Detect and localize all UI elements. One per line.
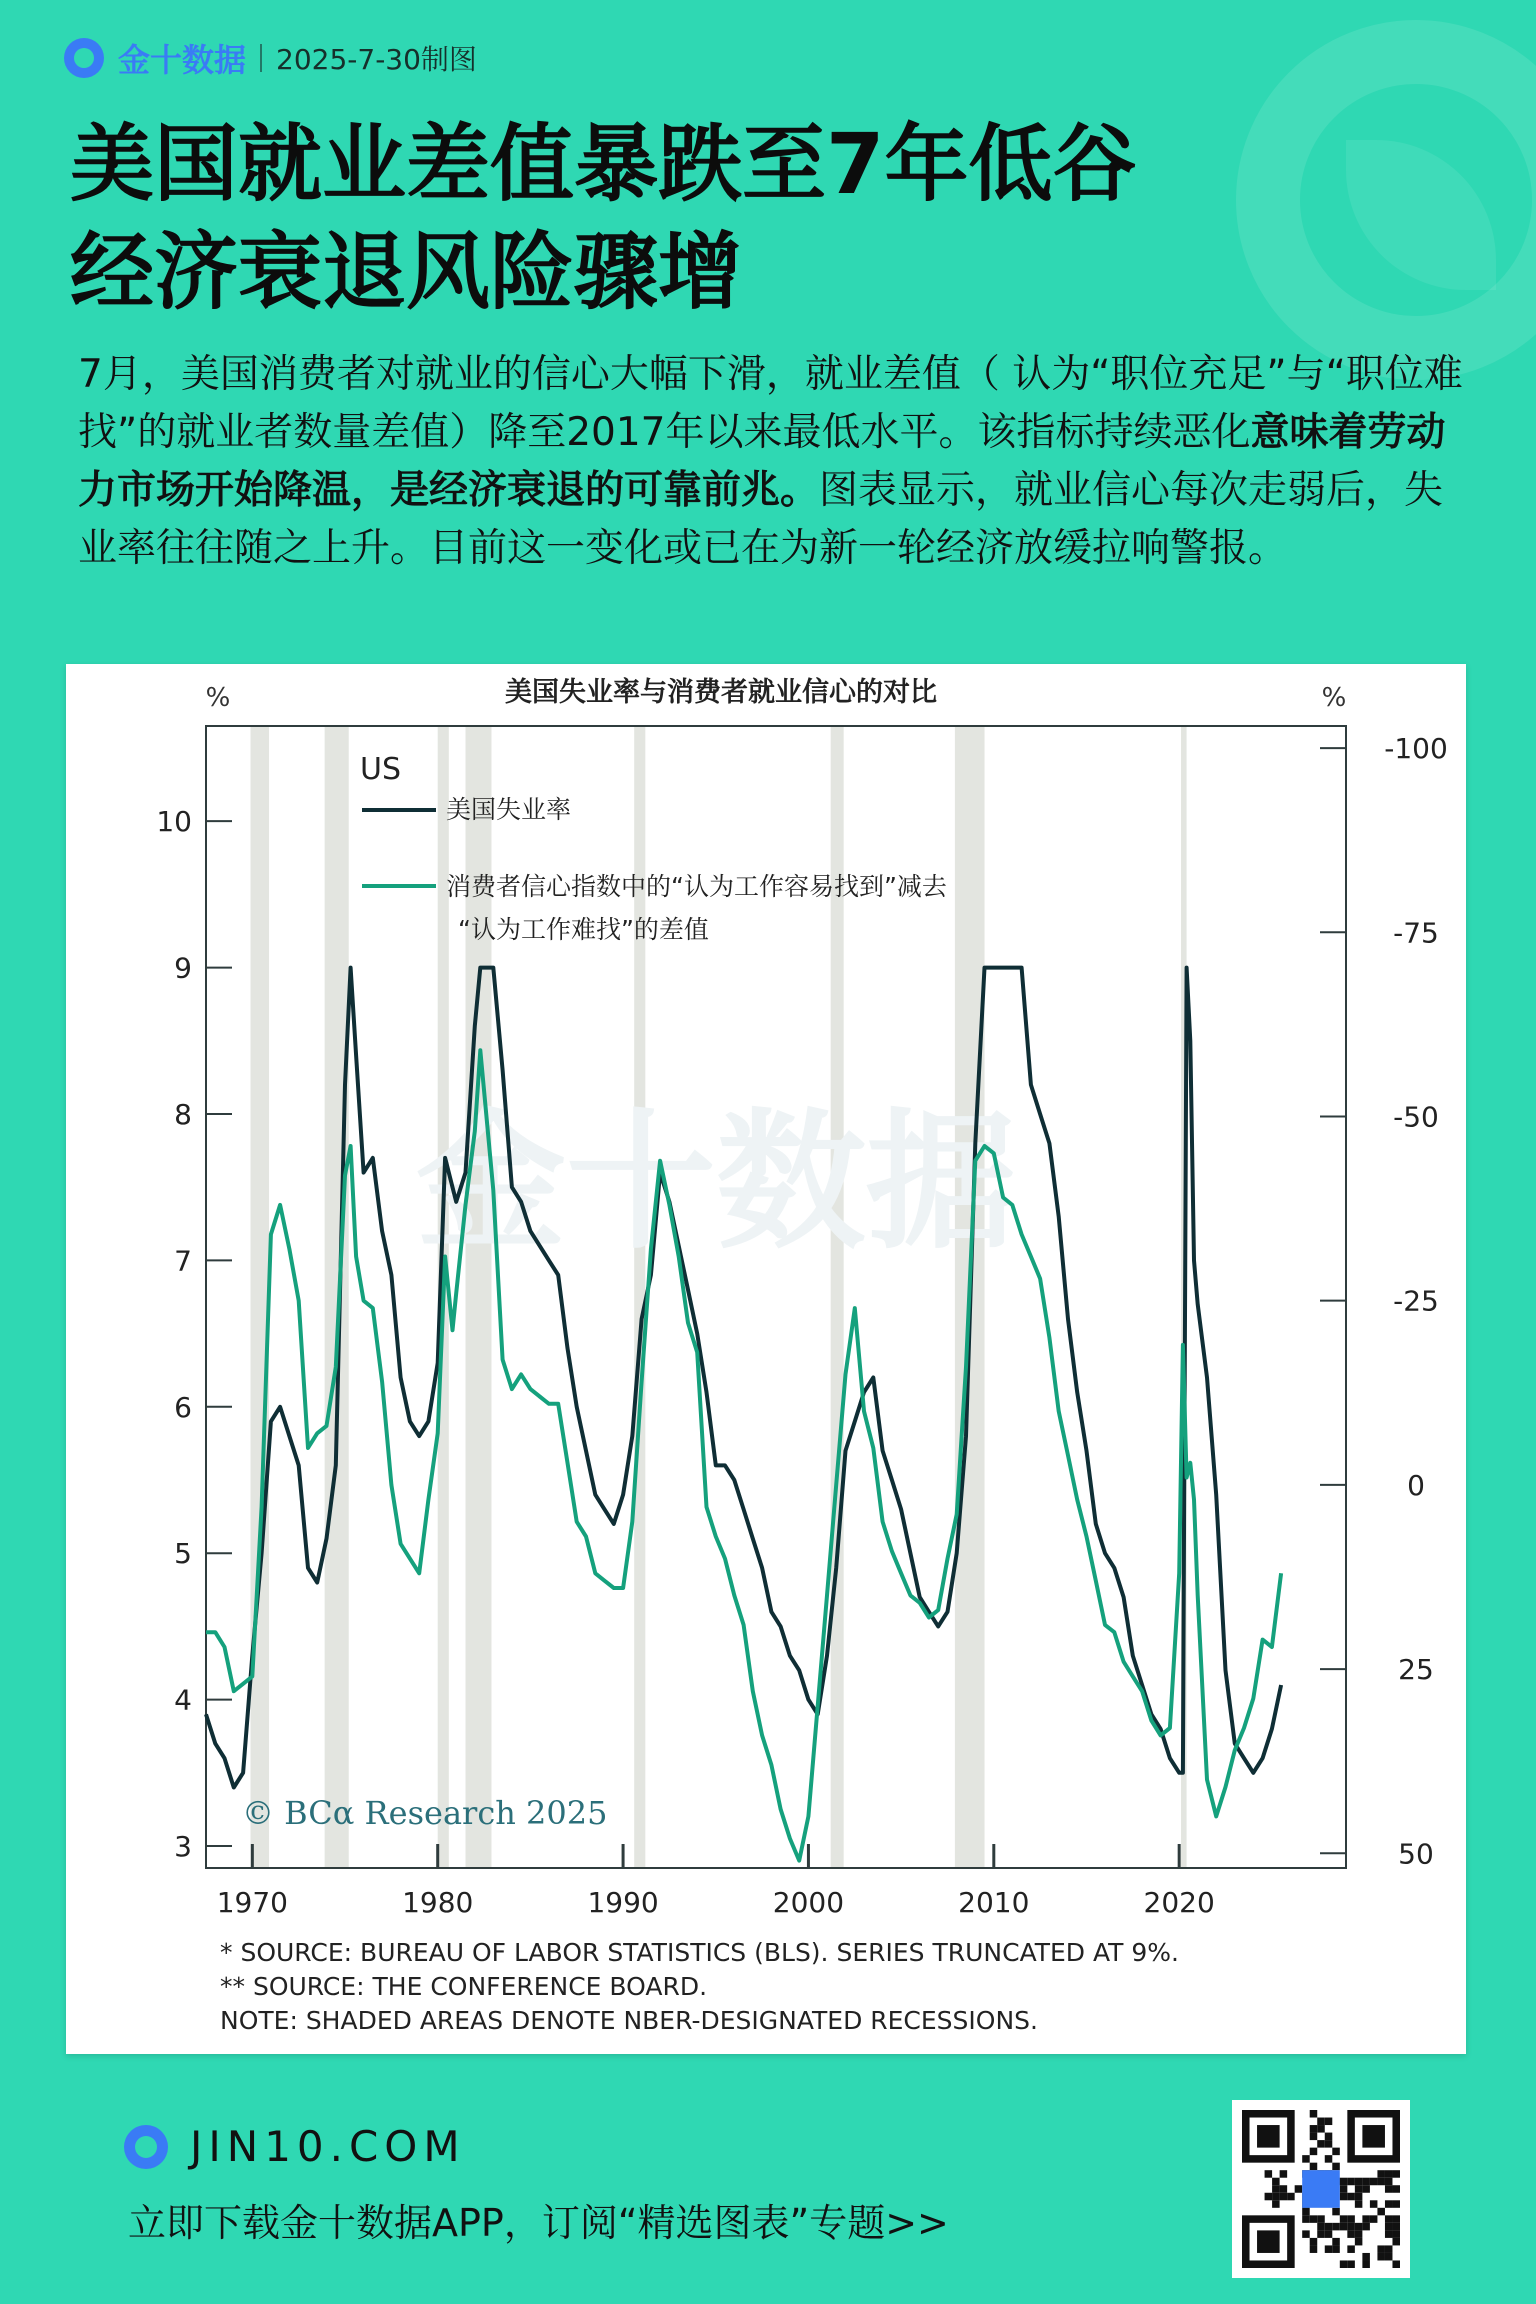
qr-finder-core-2 — [1257, 2230, 1280, 2253]
lead-text-bold: 意味着劳动力市场开始降温，是经济衰退的可靠前兆。 — [78, 410, 1446, 513]
qr-module — [1317, 2230, 1325, 2238]
qr-module — [1385, 2215, 1393, 2223]
legend-label-unemployment: 美国失业率 — [446, 795, 572, 824]
qr-module — [1317, 2140, 1325, 2148]
qr-module — [1310, 2110, 1318, 2118]
qr-module — [1332, 2245, 1340, 2253]
qr-module — [1392, 2260, 1400, 2268]
left-tick-label-4: 4 — [174, 1683, 192, 1717]
x-tick-label-1990: 1990 — [587, 1886, 659, 1919]
qr-module — [1265, 2170, 1273, 2178]
qr-module — [1310, 2163, 1318, 2171]
qr-module — [1325, 2118, 1333, 2126]
x-tick-label-1970: 1970 — [216, 1886, 288, 1919]
qr-module — [1347, 2193, 1355, 2201]
qr-module — [1362, 2178, 1370, 2186]
chart-card — [66, 664, 1466, 2054]
series-line-unemployment-rate — [206, 968, 1281, 1788]
qr-module — [1362, 2260, 1370, 2268]
qr-module — [1355, 2230, 1363, 2238]
qr-module — [1362, 2223, 1370, 2231]
qr-module — [1325, 2140, 1333, 2148]
qr-module — [1272, 2185, 1280, 2193]
qr-module — [1355, 2238, 1363, 2246]
headline-line-1: 美国就业差值暴跌至7年低谷 — [70, 115, 1137, 213]
qr-module — [1317, 2223, 1325, 2231]
right-tick-label-25: 25 — [1398, 1653, 1434, 1687]
qr-module — [1272, 2178, 1280, 2186]
qr-module — [1310, 2238, 1318, 2246]
qr-module — [1287, 2193, 1295, 2201]
qr-module — [1317, 2118, 1325, 2126]
qr-module — [1340, 2223, 1348, 2231]
qr-module — [1310, 2133, 1318, 2141]
x-tick-label-2020: 2020 — [1143, 1886, 1215, 1919]
chart-watermark: 金十数据 — [415, 1096, 1017, 1270]
qr-module — [1265, 2193, 1273, 2201]
x-tick-label-2000: 2000 — [772, 1886, 845, 1919]
qr-module — [1385, 2223, 1393, 2231]
qr-module — [1370, 2200, 1378, 2208]
qr-module — [1302, 2230, 1310, 2238]
legend-label-differential-line2: “认为工作难找”的差值 — [458, 915, 709, 944]
qr-module — [1302, 2208, 1310, 2216]
qr-module — [1392, 2200, 1400, 2208]
brand-name: 金十数据 — [118, 41, 247, 79]
right-tick-label--50: -50 — [1393, 1100, 1439, 1134]
brand-separator — [260, 44, 262, 72]
qr-module — [1302, 2155, 1310, 2163]
recession-band-1 — [325, 726, 349, 1868]
qr-module — [1332, 2148, 1340, 2156]
left-tick-label-5: 5 — [174, 1537, 192, 1571]
qr-module — [1272, 2200, 1280, 2208]
legend-label-differential-line1: 消费者信心指数中的“认为工作容易找到”减去 — [446, 872, 947, 901]
qr-module — [1332, 2238, 1340, 2246]
qr-module — [1392, 2185, 1400, 2193]
qr-module — [1385, 2200, 1393, 2208]
right-axis-unit: % — [1321, 683, 1347, 713]
footer-domain[interactable]: JIN10.COM — [190, 2122, 466, 2171]
qr-module — [1385, 2170, 1393, 2178]
qr-module — [1370, 2215, 1378, 2223]
qr-module — [1370, 2178, 1378, 2186]
qr-module — [1385, 2230, 1393, 2238]
source-note-0: * SOURCE: BUREAU OF LABOR STATISTICS (BLS). SERIES TRUNCATED AT 9%. — [220, 1938, 1179, 1967]
qr-module — [1377, 2253, 1385, 2261]
qr-module — [1332, 2208, 1340, 2216]
right-tick-label--75: -75 — [1393, 916, 1439, 950]
right-tick-label-50: 50 — [1398, 1837, 1434, 1871]
qr-module — [1280, 2185, 1288, 2193]
qr-module — [1347, 2245, 1355, 2253]
lead-paragraph — [78, 346, 1478, 578]
qr-module — [1377, 2170, 1385, 2178]
lead-text-2: 图表显示，就业信心每次走弱后，失业率往往随之上升。目前这一变化或已在为新一轮经济放缓拉响警报。 — [78, 468, 1444, 571]
left-tick-label-6: 6 — [174, 1390, 192, 1424]
x-tick-label-2010: 2010 — [958, 1886, 1030, 1919]
right-tick-label--100: -100 — [1384, 732, 1448, 766]
qr-module — [1385, 2245, 1393, 2253]
left-tick-label-8: 8 — [174, 1097, 192, 1131]
qr-module — [1325, 2245, 1333, 2253]
left-axis-unit: % — [205, 683, 231, 713]
footer-logo-icon — [124, 2125, 168, 2169]
qr-module — [1385, 2178, 1393, 2186]
left-tick-label-3: 3 — [174, 1830, 192, 1864]
region-label: US — [360, 752, 402, 787]
qr-module — [1310, 2125, 1318, 2133]
qr-module — [1392, 2170, 1400, 2178]
qr-code-icon — [1242, 2110, 1400, 2268]
qr-module — [1302, 2215, 1310, 2223]
qr-code[interactable] — [1232, 2100, 1410, 2278]
footer-cta[interactable]: 立即下载金十数据APP，订阅“精选图表”专题>> — [128, 2201, 949, 2245]
qr-module — [1340, 2215, 1348, 2223]
right-tick-label-0: 0 — [1407, 1468, 1425, 1502]
qr-module — [1295, 2185, 1303, 2193]
qr-module — [1377, 2178, 1385, 2186]
qr-module — [1385, 2253, 1393, 2261]
qr-module — [1347, 2178, 1355, 2186]
date-caption: 2025-7-30制图 — [276, 43, 477, 76]
qr-module — [1362, 2185, 1370, 2193]
left-tick-label-9: 9 — [174, 951, 192, 985]
qr-module — [1280, 2193, 1288, 2201]
chart-svg — [66, 664, 1466, 2054]
qr-module — [1317, 2215, 1325, 2223]
qr-module — [1377, 2208, 1385, 2216]
qr-module — [1332, 2223, 1340, 2231]
qr-center-logo — [1302, 2170, 1340, 2208]
qr-module — [1377, 2245, 1385, 2253]
qr-module — [1272, 2193, 1280, 2201]
chart-credit: © BCα Research 2025 — [242, 1794, 608, 1832]
qr-finder-core-0 — [1257, 2125, 1280, 2148]
left-tick-label-7: 7 — [174, 1244, 192, 1278]
top-bar — [64, 36, 477, 80]
qr-module — [1340, 2193, 1348, 2201]
qr-module — [1355, 2185, 1363, 2193]
source-note-2: NOTE: SHADED AREAS DENOTE NBER-DESIGNATED RECESSIONS. — [220, 2006, 1038, 2035]
qr-module — [1347, 2230, 1355, 2238]
headline — [70, 110, 1220, 326]
qr-module — [1392, 2230, 1400, 2238]
qr-module — [1340, 2185, 1348, 2193]
qr-module — [1362, 2253, 1370, 2261]
qr-module — [1355, 2223, 1363, 2231]
headline-line-2: 经济衰退风险骤增 — [70, 223, 743, 321]
qr-module — [1392, 2215, 1400, 2223]
qr-module — [1310, 2148, 1318, 2156]
qr-module — [1325, 2155, 1333, 2163]
source-note-1: ** SOURCE: THE CONFERENCE BOARD. — [220, 1972, 708, 2001]
chart-title: 美国失业率与消费者就业信心的对比 — [505, 677, 937, 708]
footer-brand — [124, 2122, 466, 2171]
x-tick-label-1980: 1980 — [402, 1886, 474, 1919]
recession-band-0 — [250, 726, 269, 1868]
qr-module — [1317, 2125, 1325, 2133]
qr-module — [1310, 2215, 1318, 2223]
qr-module — [1347, 2260, 1355, 2268]
qr-module — [1392, 2223, 1400, 2231]
qr-finder-core-1 — [1362, 2125, 1385, 2148]
qr-module — [1310, 2245, 1318, 2253]
qr-module — [1280, 2170, 1288, 2178]
qr-module — [1347, 2215, 1355, 2223]
qr-module — [1385, 2185, 1393, 2193]
qr-module — [1332, 2163, 1340, 2171]
qr-module — [1340, 2178, 1348, 2186]
right-tick-label--25: -25 — [1393, 1284, 1439, 1318]
qr-module — [1355, 2193, 1363, 2201]
jin10-logo-icon — [64, 38, 104, 78]
left-tick-label-10: 10 — [156, 805, 192, 839]
qr-module — [1362, 2215, 1370, 2223]
qr-module — [1392, 2238, 1400, 2246]
qr-module — [1325, 2230, 1333, 2238]
qr-module — [1355, 2200, 1363, 2208]
qr-module — [1355, 2178, 1363, 2186]
qr-module — [1347, 2223, 1355, 2231]
qr-module — [1340, 2260, 1348, 2268]
lead-text-1: 7月，美国消费者对就业的信心大幅下滑，就业差值（ 认为“职位充足”与“职位难找”的就业者数量差值）降至2017年以来最低水平。该指标持续恶化 — [78, 352, 1463, 455]
qr-module — [1325, 2133, 1333, 2141]
qr-module — [1325, 2223, 1333, 2231]
